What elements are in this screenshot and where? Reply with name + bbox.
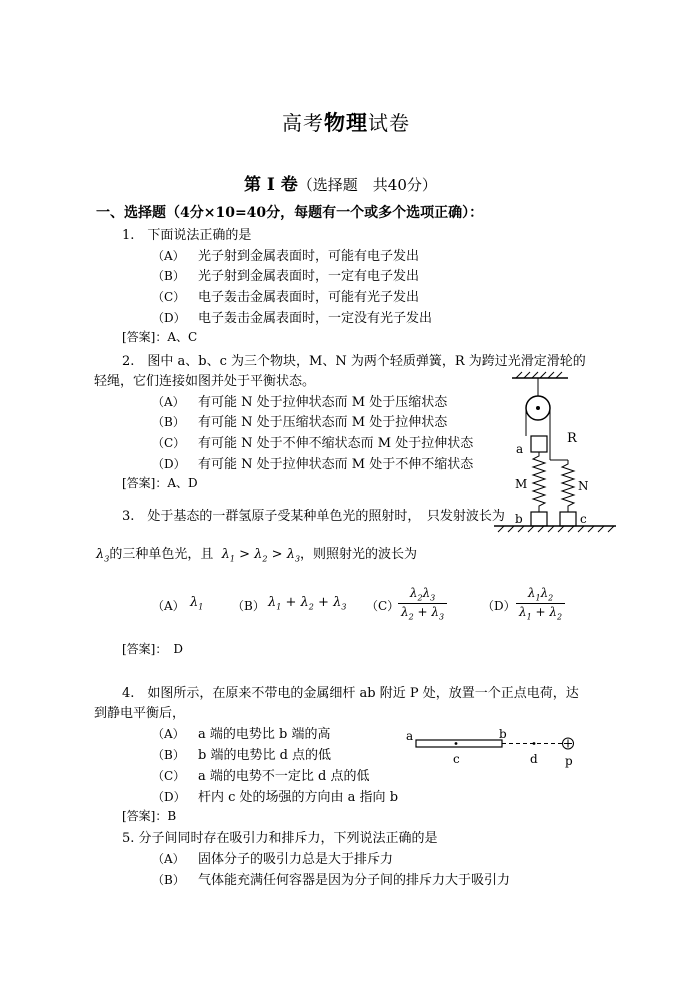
q4-opt-d-text: 杆内 c 处的场强的方向由 a 指向 b: [198, 790, 399, 805]
block-c: [560, 512, 576, 526]
q1-opt-d-text: 电子轰击金属表面时，一定没有光子发出: [198, 311, 433, 326]
q4-opt-a-text: a 端的电势比 b 端的高: [198, 727, 331, 742]
volume-heading: [244, 170, 437, 195]
point-d: [533, 742, 536, 745]
spring-M: [533, 452, 545, 512]
q4-opt-a-label: （A）: [152, 727, 185, 741]
fig2-label-c: c: [580, 512, 587, 526]
q5-opt-b-text: 气体能充满任何容器是因为分子间的排斥力大于吸引力: [198, 873, 511, 888]
q2-opt-a-label: （A）: [152, 395, 185, 409]
q4-opt-c-text: a 端的电势不一定比 d 点的低: [198, 769, 370, 784]
q3-opt-d-label: （D）: [482, 599, 516, 613]
q2-opt-b-label: （B）: [152, 415, 185, 429]
q4-stem-line1: 4. 如图所示，在原来不带电的金属细杆 ab 附近 P 处，放置一个正点电荷，达: [122, 686, 579, 701]
spring-N: [562, 460, 574, 512]
q3-opt-b-label: （B）: [232, 599, 265, 613]
q2-opt-b-text: 有可能 N 处于压缩状态而 M 处于拉伸状态: [198, 415, 448, 430]
q1-opt-a-label: （A）: [152, 249, 185, 263]
q1-stem: 1. 下面说法正确的是: [122, 228, 252, 243]
q4-answer: [答案]：B: [122, 809, 177, 823]
q3-stem-line1: 3. 处于基态的一群氢原子受某种单色光的照射时， 只发射波长为: [122, 509, 505, 524]
q1-opt-c-text: 电子轰击金属表面时，可能有光子发出: [198, 290, 420, 305]
q3-opt-c-frac: $\frac{\lambda_2\lambda_3}{\lambda_2 + \lambda_3}$: [398, 586, 447, 622]
fig2-label-N: N: [578, 479, 589, 493]
q2-answer: [答案]：A、D: [122, 476, 198, 490]
fig4-label-b: b: [499, 727, 507, 741]
fig2-label-R: R: [567, 431, 577, 446]
q4-stem-line2: 到静电平衡后，: [94, 706, 186, 721]
q3-opt-a-label: （A）: [152, 599, 185, 613]
q3-opt-c-label: （C）: [366, 599, 400, 613]
q3-inequality: $\lambda_1 > \lambda_2 > \lambda_3$: [221, 547, 301, 564]
metal-rod-ab: [416, 740, 502, 747]
q2-opt-a-text: 有可能 N 处于拉伸状态而 M 处于压缩状态: [198, 395, 448, 410]
q2-opt-c-label: （C）: [152, 436, 186, 450]
block-a: [531, 436, 547, 452]
q3-answer: [答案]： D: [122, 642, 183, 656]
q5-stem: 5. 分子间同时存在吸引力和排斥力，下列说法正确的是: [122, 831, 438, 846]
q4-opt-b-label: （B）: [152, 748, 185, 762]
fig2-label-b: b: [515, 512, 523, 526]
q1-opt-b-label: （B）: [152, 269, 185, 283]
q4-opt-b-text: b 端的电势比 d 点的低: [198, 748, 332, 763]
q2-opt-d-text: 有可能 N 处于拉伸状态而 M 处于不伸不缩状态: [198, 457, 474, 472]
volume-desc: （选择题 共40分）: [297, 176, 437, 194]
q5-opt-a-text: 固体分子的吸引力总是大于排斥力: [198, 852, 394, 867]
q4-opt-c-label: （C）: [152, 769, 186, 783]
q1-opt-a-text: 光子射到金属表面时，可能有电子发出: [198, 249, 420, 264]
fig4-label-d: d: [530, 752, 538, 766]
q3-lambda3: $\lambda_3$: [96, 547, 110, 564]
q3-stem-mid: 的三种单色光，且: [109, 547, 214, 562]
q5-opt-a-label: （A）: [152, 852, 185, 866]
q2-stem-line1: 2. 图中 a、b、c 为三个物块，M、N 为两个轻质弹簧，R 为跨过光滑定滑轮的: [122, 354, 586, 369]
fig2-label-M: M: [515, 477, 528, 491]
q2-opt-d-label: （D）: [152, 457, 186, 471]
q1-answer: [答案]：A、C: [122, 330, 198, 344]
q3-stem-end: ，则照射光的波长为: [300, 547, 418, 562]
fig4-label-p: p: [565, 754, 573, 768]
q1-opt-b-text: 光子射到金属表面时，一定有电子发出: [198, 269, 420, 284]
rod-charge-figure: [402, 726, 602, 770]
q3-opt-d-frac: $\frac{\lambda_1\lambda_2}{\lambda_1 + \lambda_2}$: [516, 586, 565, 622]
q3-opt-b-expr: $\lambda_1 + \lambda_2 + \lambda_3$: [268, 595, 347, 612]
title-prefix: 高考: [282, 111, 324, 135]
pulley-spring-figure: [490, 370, 620, 540]
q3-opt-a-expr: $\lambda_1$: [190, 595, 204, 612]
q2-opt-c-text: 有可能 N 处于不伸不缩状态而 M 处于拉伸状态: [198, 436, 474, 451]
q3-stem-line2: [96, 543, 417, 564]
fig2-label-a: a: [516, 442, 524, 456]
point-c: [455, 742, 458, 745]
q5-opt-b-label: （B）: [152, 873, 185, 887]
q2-stem-line2: 轻绳，它们连接如图并处于平衡状态。: [94, 374, 316, 389]
fig4-label-c: c: [453, 752, 460, 766]
volume-label: 第 I 卷: [244, 175, 298, 195]
fig4-label-a: a: [406, 729, 414, 743]
floor-hatch: [494, 526, 616, 532]
title-suffix: 试卷: [368, 111, 410, 135]
ceiling-hatch: [512, 372, 568, 378]
section-heading: 一、选择题（4分×10=40分，每题有一个或多个选项正确）：: [96, 205, 484, 221]
title-bold: 物理: [324, 110, 368, 135]
page-title: [282, 107, 410, 137]
q1-opt-c-label: （C）: [152, 290, 186, 304]
q4-opt-d-label: （D）: [152, 790, 186, 804]
q1-opt-d-label: （D）: [152, 311, 186, 325]
block-b: [531, 512, 547, 526]
